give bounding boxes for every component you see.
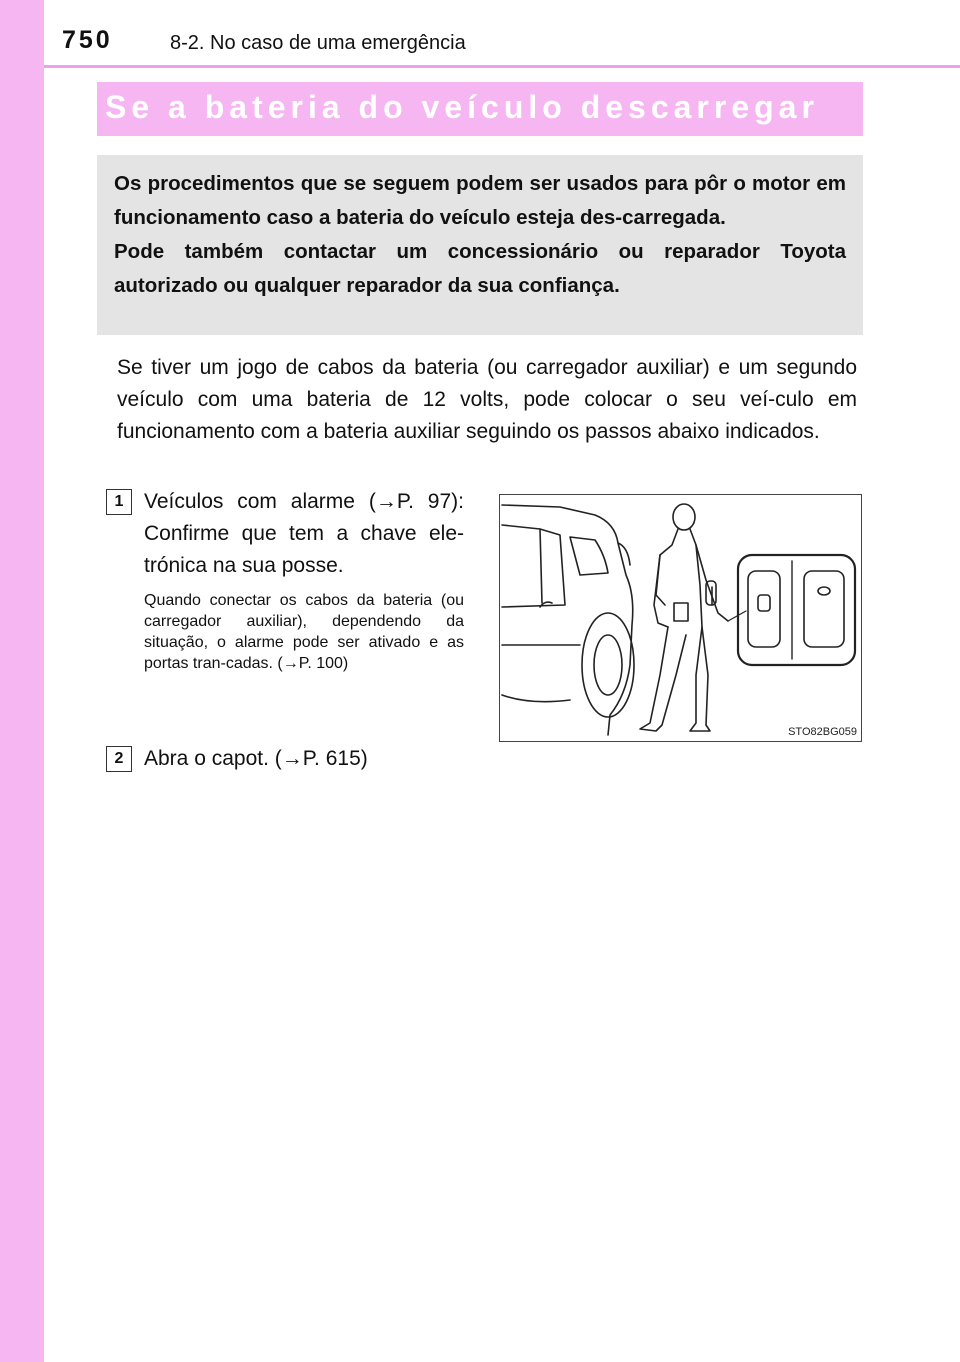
intro-box xyxy=(97,155,863,335)
figure-illustration xyxy=(499,494,862,742)
section-label: 8-2. No caso de uma emergência xyxy=(170,32,466,54)
page-number: 750 xyxy=(62,26,113,54)
title-band xyxy=(97,82,863,136)
step-1-note: Quando conectar os cabos da bateria (ou carregador auxiliar), dependendo da situação, o alarme pode ser ativado e as portas tran-cadas. (→P. 100) xyxy=(144,592,464,672)
step-1-badge: 1 xyxy=(106,489,132,515)
step-2-text: Abra o capot. (→P. 615) xyxy=(144,747,368,770)
intro-paragraph-2: Pode também contactar um concessionário ou reparador Toyota autorizado ou qualquer reparador da sua confiança. xyxy=(114,240,846,297)
step-1-text: Veículos com alarme (→P. 97): Confirme que tem a chave ele-trónica na sua posse. xyxy=(144,490,464,577)
car-person-key-illustration xyxy=(500,495,860,740)
page-title: Se a bateria do veículo descarregar xyxy=(105,89,819,125)
header-divider xyxy=(44,65,960,68)
step-2-badge: 2 xyxy=(106,746,132,772)
intro-paragraph-1: Os procedimentos que se seguem podem ser usados para pôr o motor em funcionamento caso a bateria do veículo esteja des-carregada. xyxy=(114,172,846,229)
body-paragraph: Se tiver um jogo de cabos da bateria (ou carregador auxiliar) e um segundo veículo com uma bateria de 12 volts, pode colocar o seu veí-culo em funcionamento com a bateria auxiliar seguindo os passos abaixo indicados. xyxy=(117,356,857,443)
figure-code: STO82BG059 xyxy=(788,726,857,738)
left-margin-strip xyxy=(0,0,44,1362)
